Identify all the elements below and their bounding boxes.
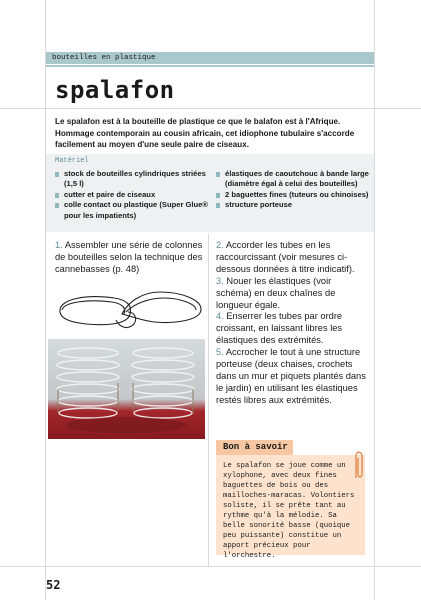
materials-list-right	[216, 169, 371, 211]
page-title: spalafon	[55, 76, 175, 104]
bullet-icon	[55, 172, 59, 177]
materials-box	[46, 154, 374, 232]
title-divider	[0, 108, 421, 109]
steps-column-right	[216, 240, 368, 407]
material-item: 2 baguettes fines (tuteurs ou chinoises)	[216, 190, 371, 200]
material-item: cutter et paire de ciseaux	[55, 190, 215, 200]
material-item: stock de bouteilles cylindriques striées (1,5 l)	[55, 169, 215, 190]
materials-list-left	[55, 169, 215, 221]
step-4: 4. Enserrer les tubes par ordre croissant, en laissant libres les élastiques des extrémités.	[216, 311, 343, 346]
material-item: colle contact ou plastique (Super Glue® pour les impatients)	[55, 200, 215, 221]
intro-paragraph: Le spalafon est à la bouteille de plastique ce que le balafon est à l'Afrique. Hommage contemporain au cousin africain, cet idiophone tubulaire s'accorde facilement au moyen d'une seule paire de ciseaux.	[55, 117, 355, 150]
bottles-photo	[48, 339, 205, 439]
tip-title: Bon à savoir	[216, 440, 293, 455]
tip-box: Le spalafon se joue comme un xylophone, avec deux fines baguettes de bois ou des mailloches-maracas. Volontiers soliste, il se prête tant au rythme qu'à la mélodie. Sa belle sonorité basse (quoique peu puissante) constitue un apport précieux pour l'orchestre.	[216, 455, 365, 555]
paperclip-icon	[353, 448, 365, 484]
materials-label: Matériel	[55, 157, 89, 165]
bullet-icon	[55, 203, 59, 208]
bullet-icon	[216, 203, 220, 208]
category-header: bouteilles en plastique	[46, 52, 374, 64]
step-1: 1. Assembler une série de colonnes de bouteilles selon la technique des cannebasses (p. 48)	[55, 240, 203, 274]
bullet-icon	[55, 193, 59, 198]
column-divider	[208, 234, 209, 566]
left-margin-rule	[45, 0, 46, 600]
step-5: 5. Accrocher le tout à une structure porteuse (deux chaises, crochets dans un mur et piquets plantés dans le jardin) en utilisant les élastiques restés libres aux extrémités.	[216, 347, 366, 405]
material-item: structure porteuse	[216, 200, 371, 210]
elastic-knot-diagram	[56, 284, 206, 336]
page-number: 52	[46, 578, 61, 592]
material-item: élastiques de caoutchouc à bande large (diamètre égal à celui des bouteilles)	[216, 169, 371, 190]
step-2: 2. Accorder les tubes en les raccourcissant (voir mesures ci-dessous données à titre indicatif).	[216, 240, 355, 274]
bullet-icon	[216, 172, 220, 177]
footer-divider	[0, 566, 421, 567]
step-3: 3. Nouer les élastiques (voir schéma) en deux chaînes de longueur égale.	[216, 275, 336, 310]
right-margin-rule	[374, 0, 375, 600]
bullet-icon	[216, 193, 220, 198]
